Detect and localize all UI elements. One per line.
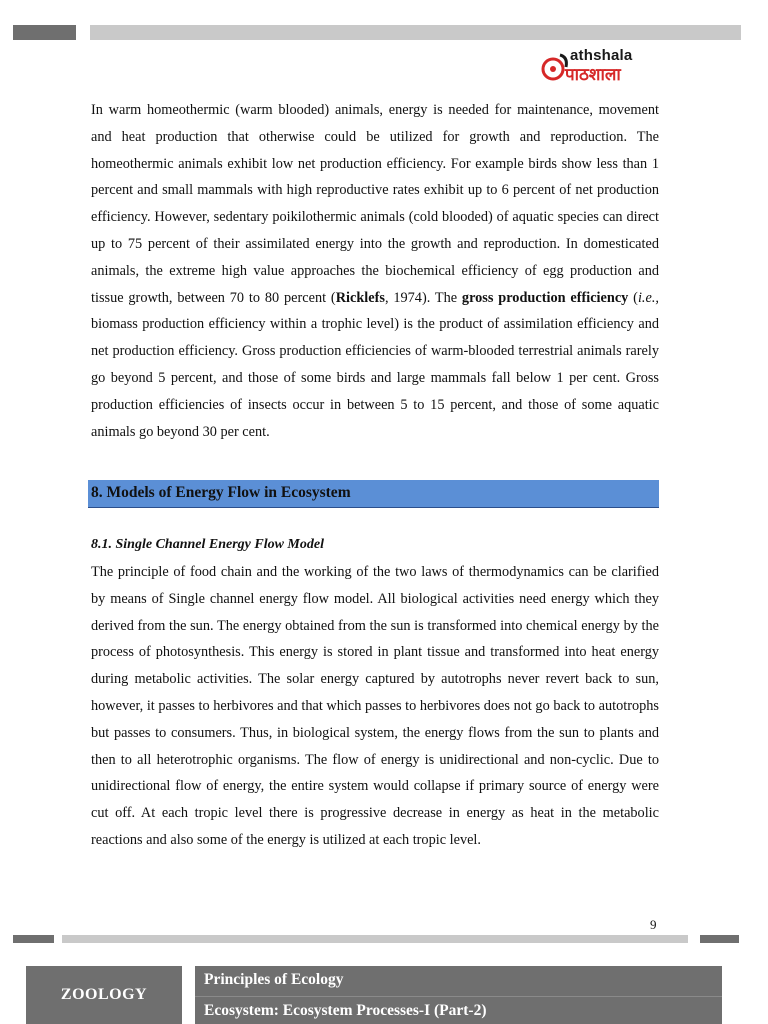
body-paragraph-2: The principle of food chain and the working of the two laws of thermodynamics can be clarified by means of Single channel energy flow model. All biological activities need energy which they derived from the sun. The energy obtained from the sun is transformed into chemical energy by the process of photosynthesis. This energy is stored in plant tissue and transformed into heat energy during metabolic activities. The solar energy captured by autotrophs never revert back to sun, however, it passes to herbivores and that which passes to herbivores does not go back to autotrophs but passes to consumers. Thus, in biological system, the energy flows from the sun to plants and then to all heterotrophic organisms. The flow of energy is unidirectional and non-cyclic. Due to unidirectional flow of energy, the entire system would collapse if primary source of energy were cut off. At each tropic level there is progressive decrease in energy as heat in the metabolic reactions and also some of the energy is utilized at each tropic level. [91,564,659,848]
section-title: 8. Models of Energy Flow in Ecosystem [91,484,351,501]
citation-author: Ricklefs [335,289,385,306]
paragraph-1-text-a: In warm homeothermic (warm blooded) animals, energy is needed for maintenance, movement and heat production that otherwise could be utilized for growth and reproduction. The homeothermic animals exhibit low net production efficiency. For example birds show less than 1 percent and small mammals with high reproductive rates exhibit up to 6 percent of net production efficiency. However, sedentary poikilothermic animals (cold blooded) of aquatic species can direct up to 75 percent of their assimilated energy into the growth and reproduction. In domesticated animals, the extreme high value approaches the biochemical efficiency of egg production and tissue growth, between 70 to 80 percent ( [91,102,659,306]
logo-text-hindi: पाठशाला [565,65,621,85]
logo-text-english: athshala [570,47,633,64]
abbrev-ie: i.e., [637,289,659,306]
subsection-heading: 8.1. Single Channel Energy Flow Model [91,537,324,552]
bottom-bar-right [700,935,739,943]
top-bar-left [13,25,76,40]
footer-divider [195,996,722,997]
footer-module-title: Ecosystem: Ecosystem Processes-I (Part-2) [204,1002,487,1019]
page-number: 9 [650,917,657,932]
footer-subject: ZOOLOGY [60,986,148,1003]
paragraph-1-text-c: ( [628,289,638,306]
section-header [88,480,659,508]
paragraph-1-text-d: biomass production efficiency within a trophic level) is the product of assimilation efficiency and net production efficiency. Gross production efficiencies of warm-blooded terrestrial animals rarely go beyond 5 percent, and those of some birds and large mammals fall below 1 per cent. Gross production efficiencies of insects occur in between 5 to 15 percent, and those of some aquatic animals go beyond 30 per cent. [91,316,659,440]
body-paragraph-1 [91,97,659,445]
bottom-bar-middle [62,935,688,943]
footer-subject-box [26,966,182,1024]
top-bar-right [90,25,741,40]
paragraph-1-text-b: , 1974). The [384,289,462,306]
footer-course-box [195,966,722,1024]
term-gross-production-efficiency: gross production efficiency [461,289,629,306]
epathshala-logo [540,47,660,87]
footer-paper-title: Principles of Ecology [204,971,344,988]
bottom-bar-left [13,935,54,943]
